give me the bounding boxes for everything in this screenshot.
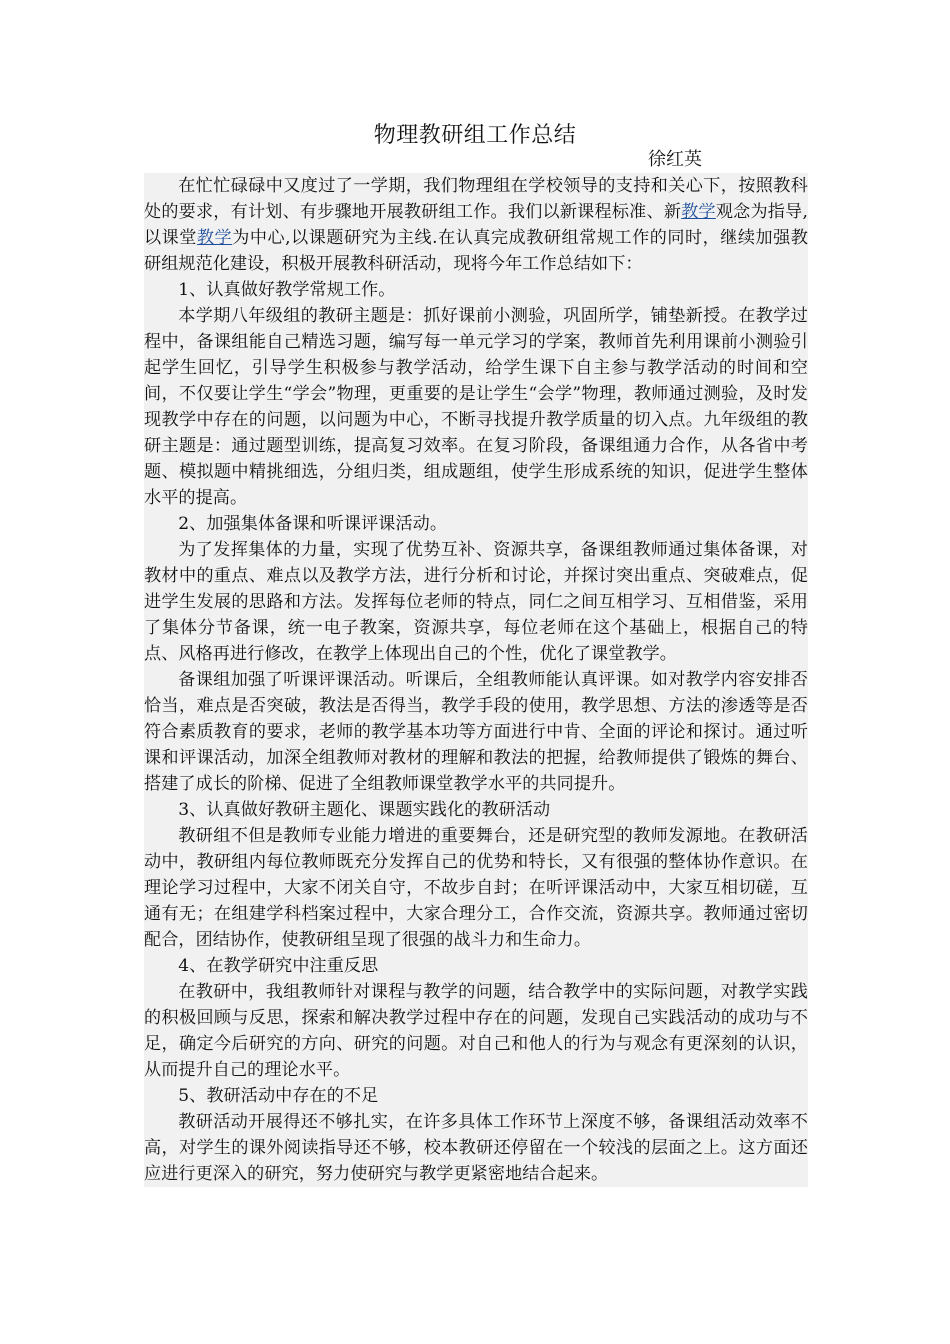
section-1-paragraph: 本学期八年级组的教研主题是：抓好课前小测验，巩固所学，铺垫新授。在教学过程中，备课组能自己精选习题，编写每一单元学习的学案，教师首先利用课前小测验引起学生回忆，引导学生积极参与教学活动，给学生课下自主参与教学活动的时间和空间，不仅要让学生“学会”物理，更重要的是让学生“会学”物理，教师通过测验，及时发现教学中存在的问题，以问题为中心，不断寻找提升教学质量的切入点。九年级组的教研主题是：通过题型训练，提高复习效率。在复习阶段，备课组通力合作，从各省中考题、模拟题中精挑细选，分组归类，组成题组，使学生形成系统的知识，促进学生整体水平的提高。: [144, 306, 808, 508]
intro-text-3: 为中心,以课题研究为主线.在认真完成教研组常规工作的同时，继续加强教研组规范化建设，积极开展教科研活动，现将今年工作总结如下：: [144, 228, 808, 274]
intro-text-1: 在忙忙碌碌中又度过了一学期，我们物理组在学校领导的支持和关心下，按照教科处的要求，有计划、有步骤地开展教研组工作。我们以新课程标准、新: [144, 176, 808, 222]
intro-text-2: 观念为指导,以课堂: [144, 202, 808, 248]
section-2-heading: 2、加强集体备课和听课评课活动。: [178, 514, 448, 534]
document-body: [144, 173, 808, 1187]
section-3-heading: 3、认真做好教研主题化、课题实践化的教研活动: [178, 800, 551, 820]
intro-paragraph: [144, 173, 808, 277]
section-5-heading: 5、教研活动中存在的不足: [178, 1086, 379, 1106]
section-3-paragraph: 教研组不但是教师专业能力增进的重要舞台，还是研究型的教师发源地。在教研活动中，教研组内每位教师既充分发挥自己的优势和特长，又有很强的整体协作意识。在理论学习过程中，大家不闭关自守，不故步自封；在听评课活动中，大家互相切磋，互通有无；在组建学科档案过程中，大家合理分工，合作交流，资源共享。教师通过密切配合，团结协作，使教研组呈现了很强的战斗力和生命力。: [144, 826, 808, 950]
section-1-heading: 1、认真做好教学常规工作。: [178, 280, 396, 300]
teaching-link-1[interactable]: 教学: [681, 202, 716, 222]
section-4-heading: 4、在教学研究中注重反思: [178, 956, 379, 976]
section-2-paragraph-2: 备课组加强了听课评课活动。听课后，全组教师能认真评课。如对教学内容安排否恰当，难点是否突破，教法是否得当，教学手段的使用，教学思想、方法的渗透等是否符合素质教育的要求，老师的教学基本功等方面进行中肯、全面的评论和探讨。通过听课和评课活动，加深全组教师对教材的理解和教法的把握，给教师提供了锻炼的舞台、搭建了成长的阶梯、促进了全组教师课堂教学水平的共同提升。: [144, 670, 808, 794]
teaching-link-2[interactable]: 教学: [196, 228, 233, 248]
document-author: 徐红英: [648, 149, 702, 170]
section-5-paragraph: 教研活动开展得还不够扎实，在许多具体工作环节上深度不够，备课组活动效率不高，对学生的课外阅读指导还不够，校本教研还停留在一个较浅的层面之上。这方面还应进行更深入的研究，努力使研究与教学更紧密地结合起来。: [144, 1112, 808, 1184]
section-2-paragraph-1: 为了发挥集体的力量，实现了优势互补、资源共享，备课组教师通过集体备课，对教材中的重点、难点以及教学方法，进行分析和讨论，并探讨突出重点、突破难点，促进学生发展的思路和方法。发挥每位老师的特点，同仁之间互相学习、互相借鉴，采用了集体分节备课，统一电子教案，资源共享，每位老师在这个基础上，根据自己的特点、风格再进行修改，在教学上体现出自己的个性，优化了课堂教学。: [144, 540, 808, 664]
section-4-paragraph: 在教研中，我组教师针对课程与教学的问题，结合教学中的实际问题，对教学实践的积极回顾与反思，探索和解决教学过程中存在的问题，发现自己实践活动的成功与不足，确定今后研究的方向、研究的问题。对自己和他人的行为与观念有更深刻的认识，从而提升自己的理论水平。: [144, 982, 808, 1080]
document-title: 物理教研组工作总结: [373, 123, 577, 148]
